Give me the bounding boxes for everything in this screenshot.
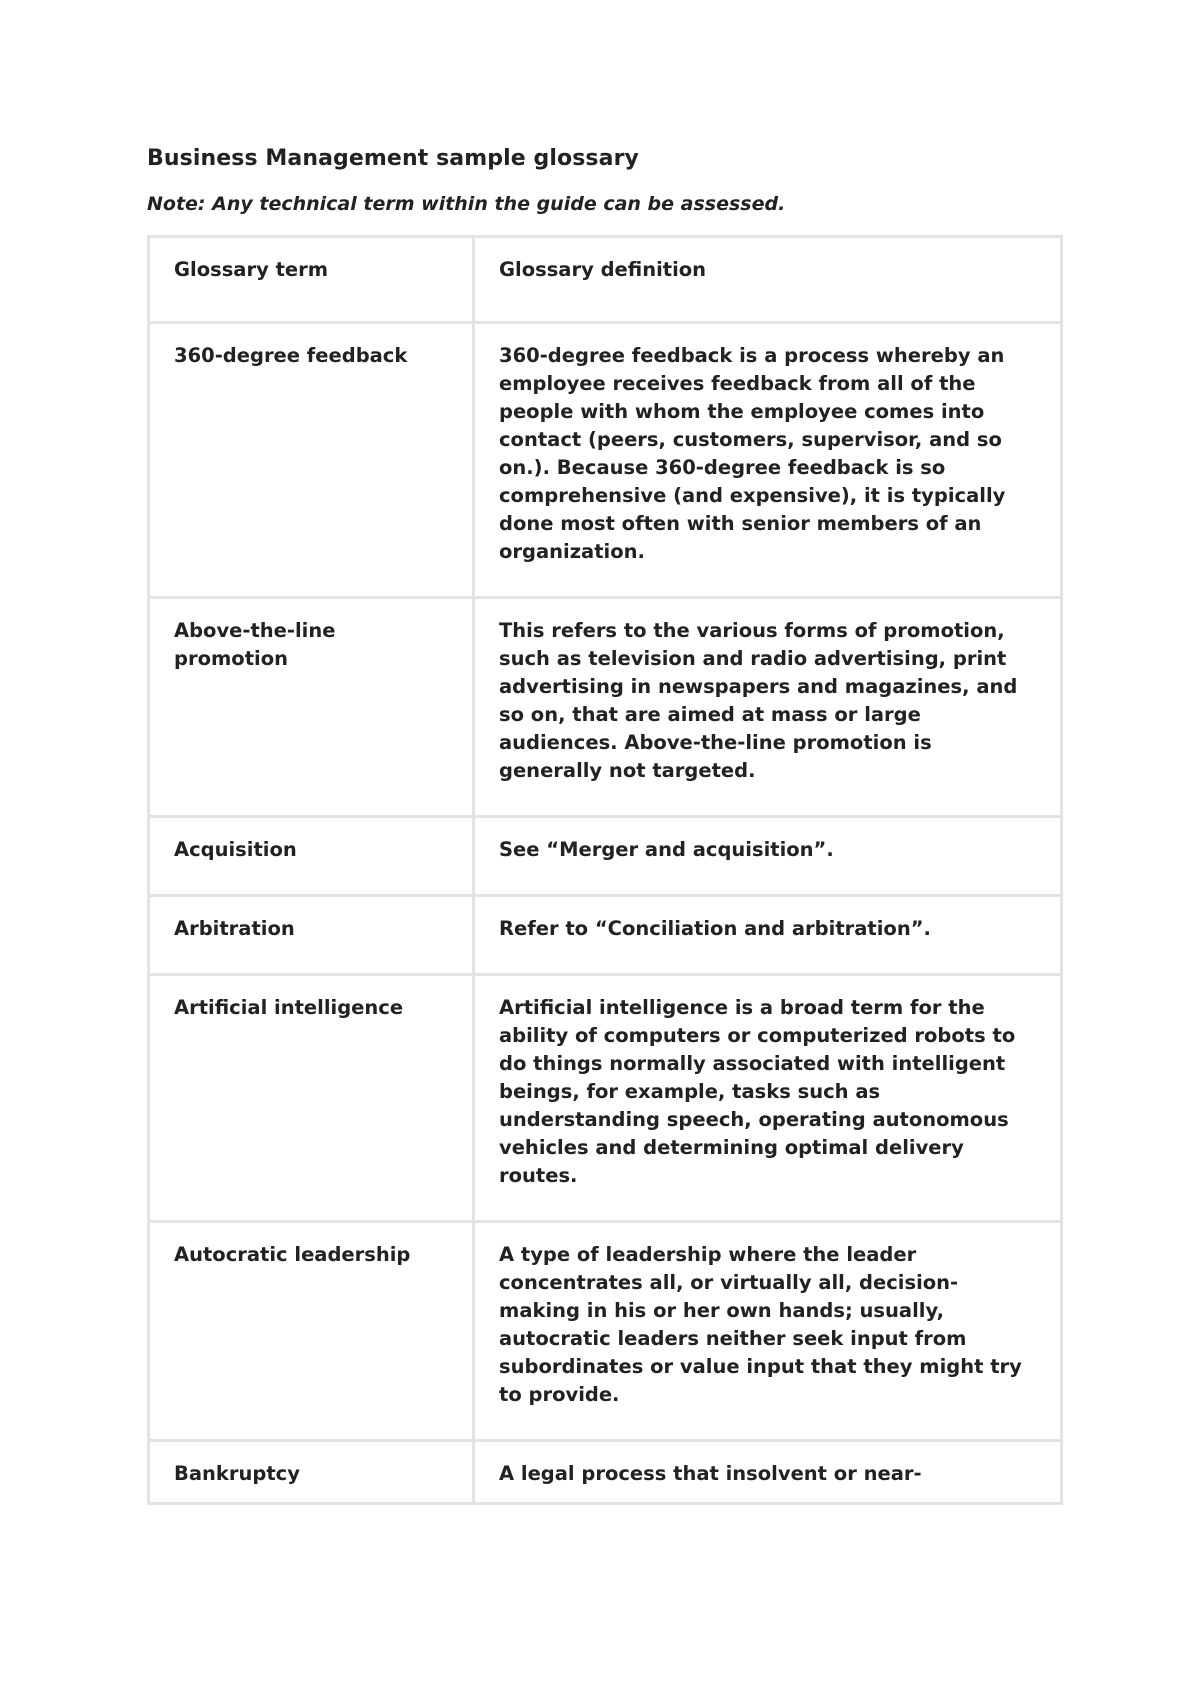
note-prefix: Note:	[147, 193, 206, 215]
table-row	[149, 975, 1062, 1222]
term-cell: Bankruptcy	[149, 1441, 474, 1504]
document-title: Business Management sample glossary	[147, 146, 639, 171]
term-cell: Arbitration	[149, 896, 474, 975]
table-row	[149, 817, 1062, 896]
header-definition: Glossary definition	[474, 237, 1062, 323]
term-cell: Above-the-line promotion	[149, 598, 474, 817]
definition-cell: A type of leadership where the leader concentrates all, or virtually all, decision-making in his or her own hands; usually, autocratic leaders neither seek input from subordinates or value input that they might try to provide.	[474, 1222, 1062, 1441]
table-row	[149, 323, 1062, 598]
term-cell: Autocratic leadership	[149, 1222, 474, 1441]
table-row	[149, 1441, 1062, 1504]
table-row	[149, 598, 1062, 817]
table-row	[149, 896, 1062, 975]
term-cell: Artificial intelligence	[149, 975, 474, 1222]
definition-cell: A legal process that insolvent or near-	[474, 1441, 1062, 1504]
definition-cell: Refer to “Conciliation and arbitration”.	[474, 896, 1062, 975]
definition-cell: This refers to the various forms of promotion, such as television and radio advertising, print advertising in newspapers and magazines, and so on, that are aimed at mass or large audiences. Above-the-line promotion is generally not targeted.	[474, 598, 1062, 817]
document-page	[147, 146, 1060, 1505]
glossary-table	[147, 235, 1063, 1505]
document-note	[147, 193, 1060, 215]
note-text: Any technical term within the guide can be assessed.	[205, 193, 786, 215]
table-header-row	[149, 237, 1062, 323]
term-cell: 360-degree feedback	[149, 323, 474, 598]
table-row	[149, 1222, 1062, 1441]
term-cell: Acquisition	[149, 817, 474, 896]
header-term: Glossary term	[149, 237, 474, 323]
definition-cell: See “Merger and acquisition”.	[474, 817, 1062, 896]
definition-cell: 360-degree feedback is a process whereby an employee receives feedback from all of the people with whom the employee comes into contact (peers, customers, supervisor, and so on.). Because 360-degree feedback is so comprehensive (and expensive), it is typically done most often with senior members of an organization.	[474, 323, 1062, 598]
definition-cell: Artificial intelligence is a broad term for the ability of computers or computerized robots to do things normally associated with intelligent beings, for example, tasks such as understanding speech, operating autonomous vehicles and determining optimal delivery routes.	[474, 975, 1062, 1222]
